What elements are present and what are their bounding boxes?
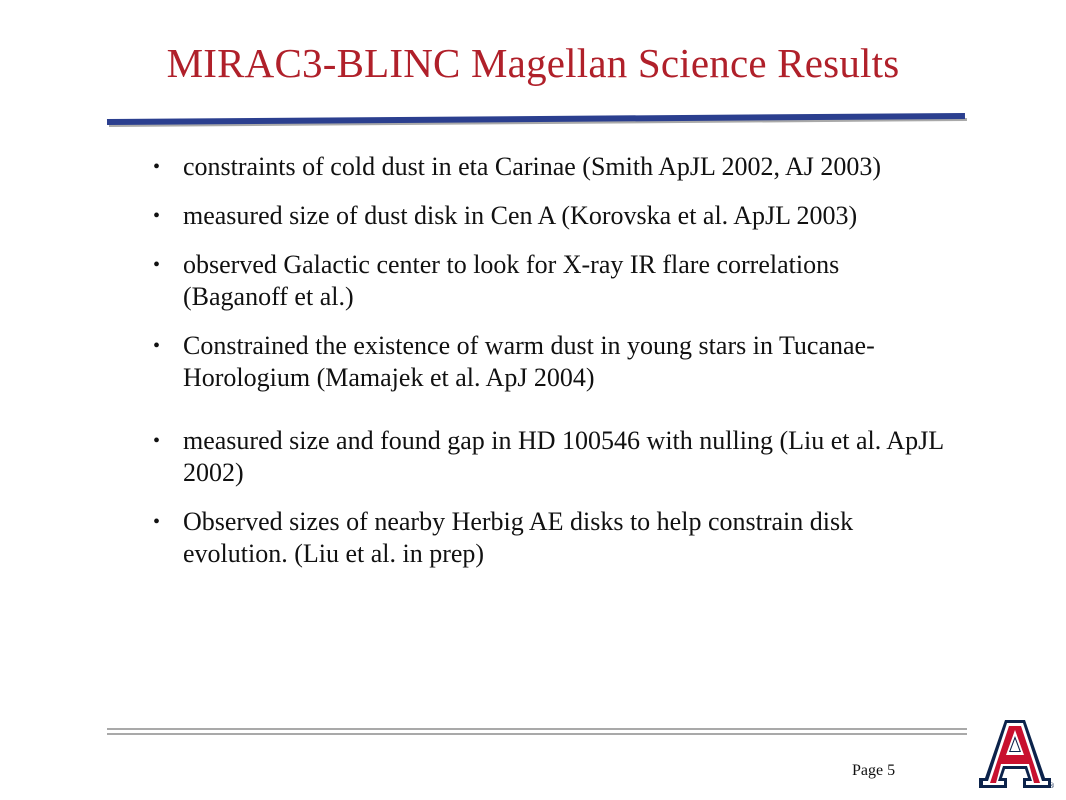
slide-title: MIRAC3-BLINC Magellan Science Results <box>166 40 900 86</box>
bullet-text: Constrained the existence of warm dust in young stars in Tucanae-Horologium (Mamajek et al. ApJ 2004) <box>183 331 875 392</box>
page-number: Page 5 <box>852 762 896 779</box>
bullet-dot: • <box>153 205 161 227</box>
bullet-dot: • <box>153 430 161 452</box>
bullet-dot: • <box>153 511 161 533</box>
bullet-text: constraints of cold dust in eta Carinae (Smith ApJL 2002, AJ 2003) <box>183 152 882 181</box>
footer-divider <box>107 724 967 738</box>
bullet-text: measured size of dust disk in Cen A (Korovska et al. ApJL 2003) <box>183 201 858 230</box>
bullet-text: measured size and found gap in HD 100546 with nulling (Liu et al. ApJL 2002) <box>183 426 944 487</box>
bullet-dot: • <box>153 254 161 276</box>
bullet-dot: • <box>153 156 161 178</box>
bullet-item <box>150 425 950 489</box>
bullet-dot: • <box>153 335 161 357</box>
bullet-item <box>150 200 950 232</box>
bullet-item <box>150 506 950 570</box>
bullet-item <box>150 249 950 313</box>
title-divider <box>107 116 965 128</box>
bullet-item <box>150 330 950 394</box>
bullet-list <box>150 151 950 587</box>
bullet-text: Observed sizes of nearby Herbig AE disks to help constrain disk evolution. (Liu et al. in prep) <box>183 507 854 568</box>
bullet-item <box>150 151 950 183</box>
university-of-arizona-a-logo-icon <box>975 716 1055 790</box>
logo-registered-mark: ® <box>1048 782 1055 790</box>
bullet-text: observed Galactic center to look for X-ray IR flare correlations (Baganoff et al.) <box>183 250 840 311</box>
